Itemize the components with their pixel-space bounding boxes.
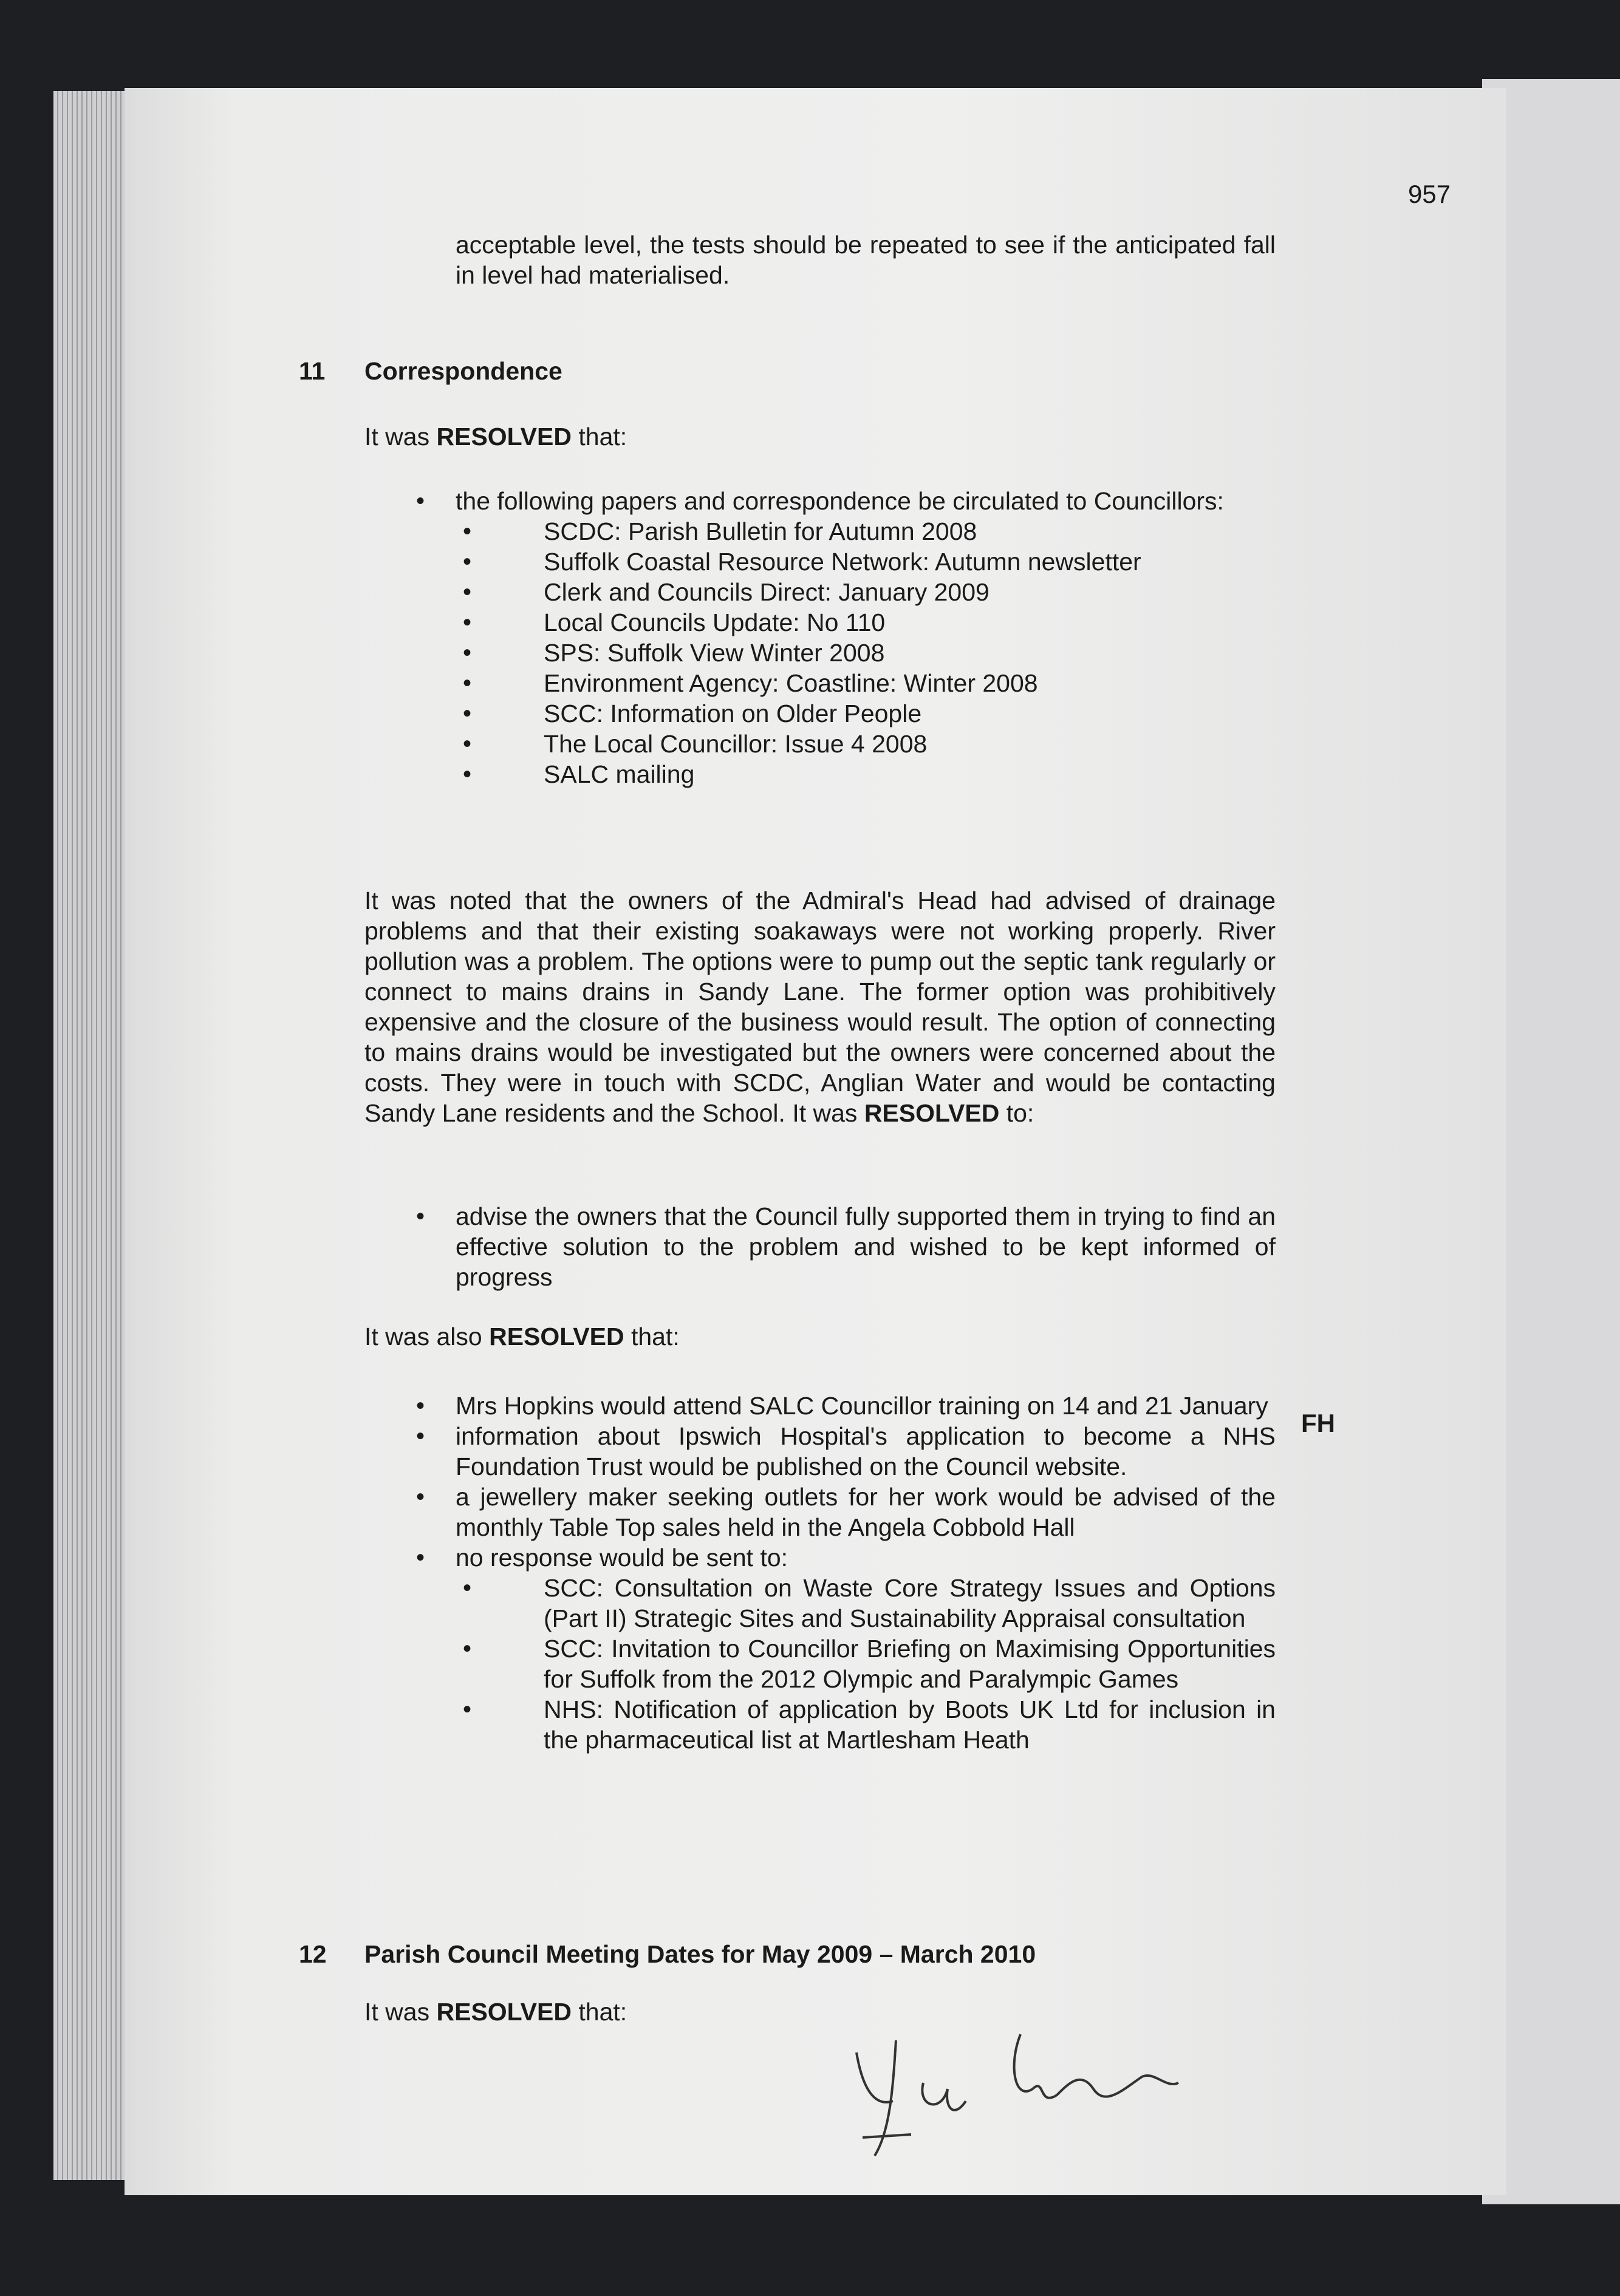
- list-item: • Mrs Hopkins would attend SALC Councillor training on 14 and 21 January: [364, 1391, 1276, 1421]
- action-initials: FH: [1301, 1409, 1335, 1437]
- circulation-list: [364, 486, 1276, 789]
- page-edge-stack: [53, 91, 132, 2180]
- resolved-statement-12: [364, 1997, 627, 2027]
- text: that:: [571, 1998, 627, 2026]
- no-response-list: [364, 1573, 1276, 1755]
- list-item: • SPS: Suffolk View Winter 2008: [364, 638, 1276, 668]
- list-item: • SCC: Invitation to Councillor Briefing on Maximising Opportunities for Suffolk from the 2012 Olympic and Paralympic Games: [364, 1633, 1276, 1694]
- resolved-word: RESOLVED: [864, 1099, 1000, 1127]
- resolved-word: RESOLVED: [436, 1998, 572, 2026]
- papers-list: [364, 516, 1276, 789]
- text: It was: [364, 1998, 437, 2026]
- list-item: • a jewellery maker seeking outlets for her work would be advised of the monthly Table Top sales held in the Angela Cobbold Hall: [364, 1482, 1276, 1542]
- section-number-11: 11: [299, 357, 326, 385]
- text: It was also: [364, 1323, 490, 1351]
- text: It was noted that the owners of the Admiral's Head had advised of drainage problems and that their existing soakaways were not working properly. River pollution was a problem. The options were to pump out the septic tank regularly or connect to mains drains in Sandy Lane. The former option was prohibitively expensive and the closure of the business would result. The option of connecting to mains drains would be investigated but the owners were concerned about the costs. They were in touch with SCDC, Anglian Water and would be contacting Sandy Lane residents and the School. It was: [364, 887, 1276, 1127]
- text: to:: [999, 1099, 1034, 1127]
- resolved-word: RESOLVED: [436, 423, 572, 451]
- list-item: • the following papers and correspondence be circulated to Councillors:: [364, 486, 1276, 516]
- resolved-word: RESOLVED: [489, 1323, 624, 1351]
- list-item: • SCDC: Parish Bulletin for Autumn 2008: [364, 516, 1276, 547]
- list-item: • The Local Councillor: Issue 4 2008: [364, 729, 1276, 759]
- section-title-meeting-dates: Parish Council Meeting Dates for May 2009 – March 2010: [364, 1940, 1036, 1968]
- admirals-head-paragraph: [364, 885, 1276, 1128]
- intro-paragraph: acceptable level, the tests should be repeated to see if the anticipated fall in level had materialised.: [456, 231, 1276, 289]
- document-page: [125, 88, 1506, 2195]
- list-item: • advise the owners that the Council fully supported them in trying to find an effective solution to the problem and wished to be kept informed of progress: [364, 1201, 1276, 1292]
- list-item: • Clerk and Councils Direct: January 2009: [364, 577, 1276, 607]
- also-resolved-list: [364, 1391, 1276, 1755]
- list-item: • SALC mailing: [364, 759, 1276, 789]
- list-item: • Local Councils Update: No 110: [364, 607, 1276, 638]
- text: that:: [571, 423, 627, 451]
- list-item: • SCC: Information on Older People: [364, 698, 1276, 729]
- section-title-correspondence: Correspondence: [364, 357, 562, 385]
- list-item: • information about Ipswich Hospital's application to become a NHS Foundation Trust would be published on the Council website.: [364, 1421, 1276, 1482]
- list-item: • SCC: Consultation on Waste Core Strategy Issues and Options (Part II) Strategic Sites and Sustainability Appraisal consultation: [364, 1573, 1276, 1633]
- page-number: 957: [1408, 180, 1451, 208]
- list-item: • no response would be sent to:: [364, 1542, 1276, 1573]
- resolved-statement: [364, 421, 627, 452]
- text: that:: [624, 1323, 680, 1351]
- text: It was: [364, 423, 437, 451]
- advise-list: [364, 1201, 1276, 1292]
- list-item: • NHS: Notification of application by Boots UK Ltd for inclusion in the pharmaceutical list at Martlesham Heath: [364, 1694, 1276, 1755]
- also-items: [364, 1391, 1276, 1573]
- also-resolved-statement: [364, 1321, 680, 1352]
- list-item: • Environment Agency: Coastline: Winter 2008: [364, 668, 1276, 698]
- handwritten-signature: [838, 2016, 1263, 2174]
- section-number-12: 12: [299, 1940, 327, 1968]
- list-item: • Suffolk Coastal Resource Network: Autumn newsletter: [364, 547, 1276, 577]
